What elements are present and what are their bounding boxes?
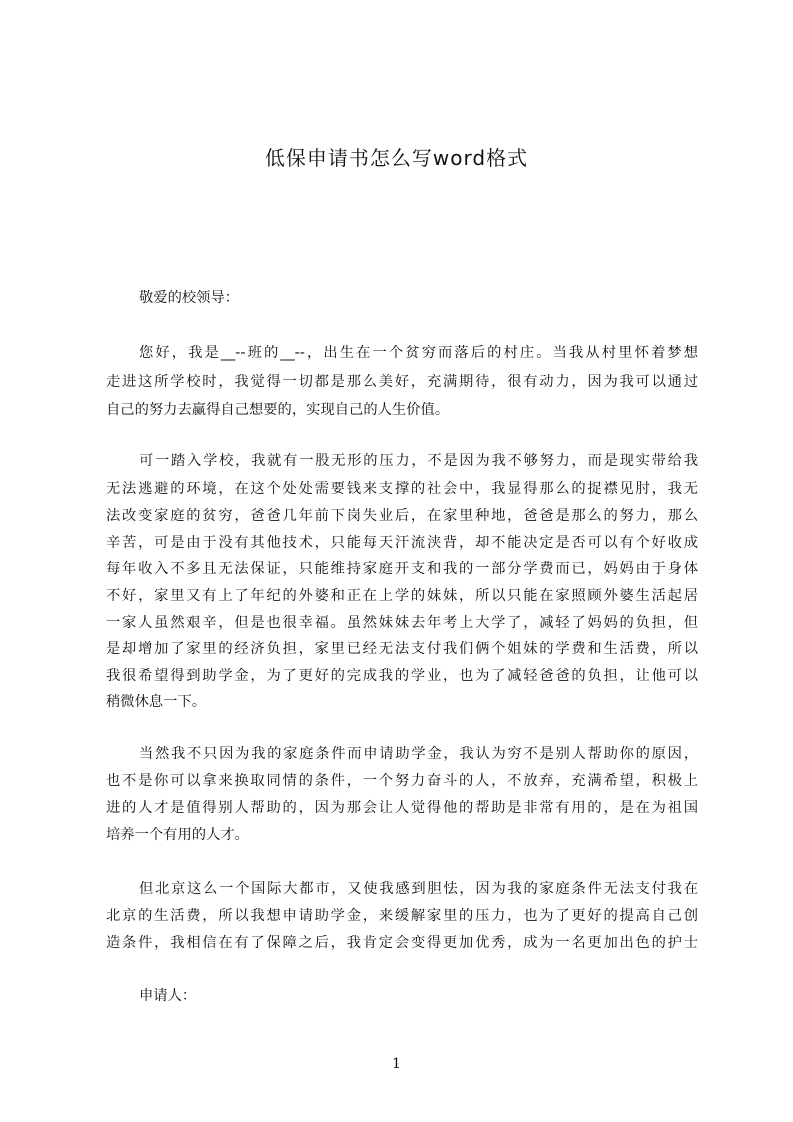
- paragraph-line: 北京的生活费，所以我想申请助学金，来缓解家里的压力，也为了更好的提高自己创: [106, 908, 698, 924]
- paragraph-line: 是却增加了家里的经济负担，家里已经无法支付我们俩个姐妹的学费和生活费，所以: [106, 641, 698, 657]
- paragraph-line: 法改变家庭的贫穷，爸爸几年前下岗失业后，在家里种地，爸爸是那么的努力，那么: [106, 508, 698, 524]
- paragraph-line: 我很希望得到助学金，为了更好的完成我的学业，也为了减轻爸爸的负担，让他可以: [106, 668, 698, 684]
- document-title: 低保申请书怎么写word格式: [264, 146, 529, 170]
- paragraph-line: 无法逃避的环境，在这个处处需要钱来支撑的社会中，我显得那么的捉襟见肘，我无: [106, 481, 698, 497]
- paragraph-line: 您好，我是__--班的__--，出生在一个贫穷而落后的村庄。当我从村里怀着梦想: [139, 345, 698, 361]
- paragraph-line: 进的人才是值得别人帮助的，因为那会让人觉得他的帮助是非常有用的，是在为祖国: [106, 800, 698, 816]
- page-number: 1: [392, 1056, 401, 1072]
- paragraph-line: 自己的努力去赢得自己想要的，实现自己的人生价值。: [106, 402, 450, 418]
- paragraph-line: 走进这所学校时，我觉得一切都是那么美好，充满期待，很有动力，因为我可以通过: [106, 374, 698, 390]
- salutation: 敬爱的校领导：: [139, 290, 240, 306]
- paragraph-line: 可一踏入学校，我就有一股无形的压力，不是因为我不够努力，而是现实带给我: [139, 453, 698, 469]
- paragraph-line: 稍微休息一下。: [106, 694, 207, 710]
- paragraph-line: 培养一个有用的人才。: [106, 827, 249, 843]
- paragraph-line: 也不是你可以拿来换取同情的条件，一个努力奋斗的人，不放弃，充满希望，积极上: [106, 773, 698, 789]
- paragraph-line: 不好，家里又有上了年纪的外婆和正在上学的妹妹，所以只能在家照顾外婆生活起居: [106, 588, 698, 604]
- signature-label: 申请人：: [139, 988, 197, 1004]
- paragraph-line: 造条件，我相信在有了保障之后，我肯定会变得更加优秀，成为一名更加出色的护士: [106, 935, 698, 951]
- paragraph-line: 一家人虽然艰辛，但是也很幸福。虽然妹妹去年考上大学了，减轻了妈妈的负担，但: [106, 615, 698, 631]
- paragraph-line: 每年收入不多且无法保证，只能维持家庭开支和我的一部分学费而已，妈妈由于身体: [106, 561, 698, 577]
- paragraph-line: 当然我不只因为我的家庭条件而申请助学金，我认为穷不是别人帮助你的原因，: [139, 746, 698, 762]
- paragraph-line: 但北京这么一个国际大都市，又使我感到胆怯，因为我的家庭条件无法支付我在: [139, 881, 698, 897]
- paragraph-line: 辛苦，可是由于没有其他技术，只能每天汗流浃背，却不能决定是否可以有个好收成: [106, 535, 698, 551]
